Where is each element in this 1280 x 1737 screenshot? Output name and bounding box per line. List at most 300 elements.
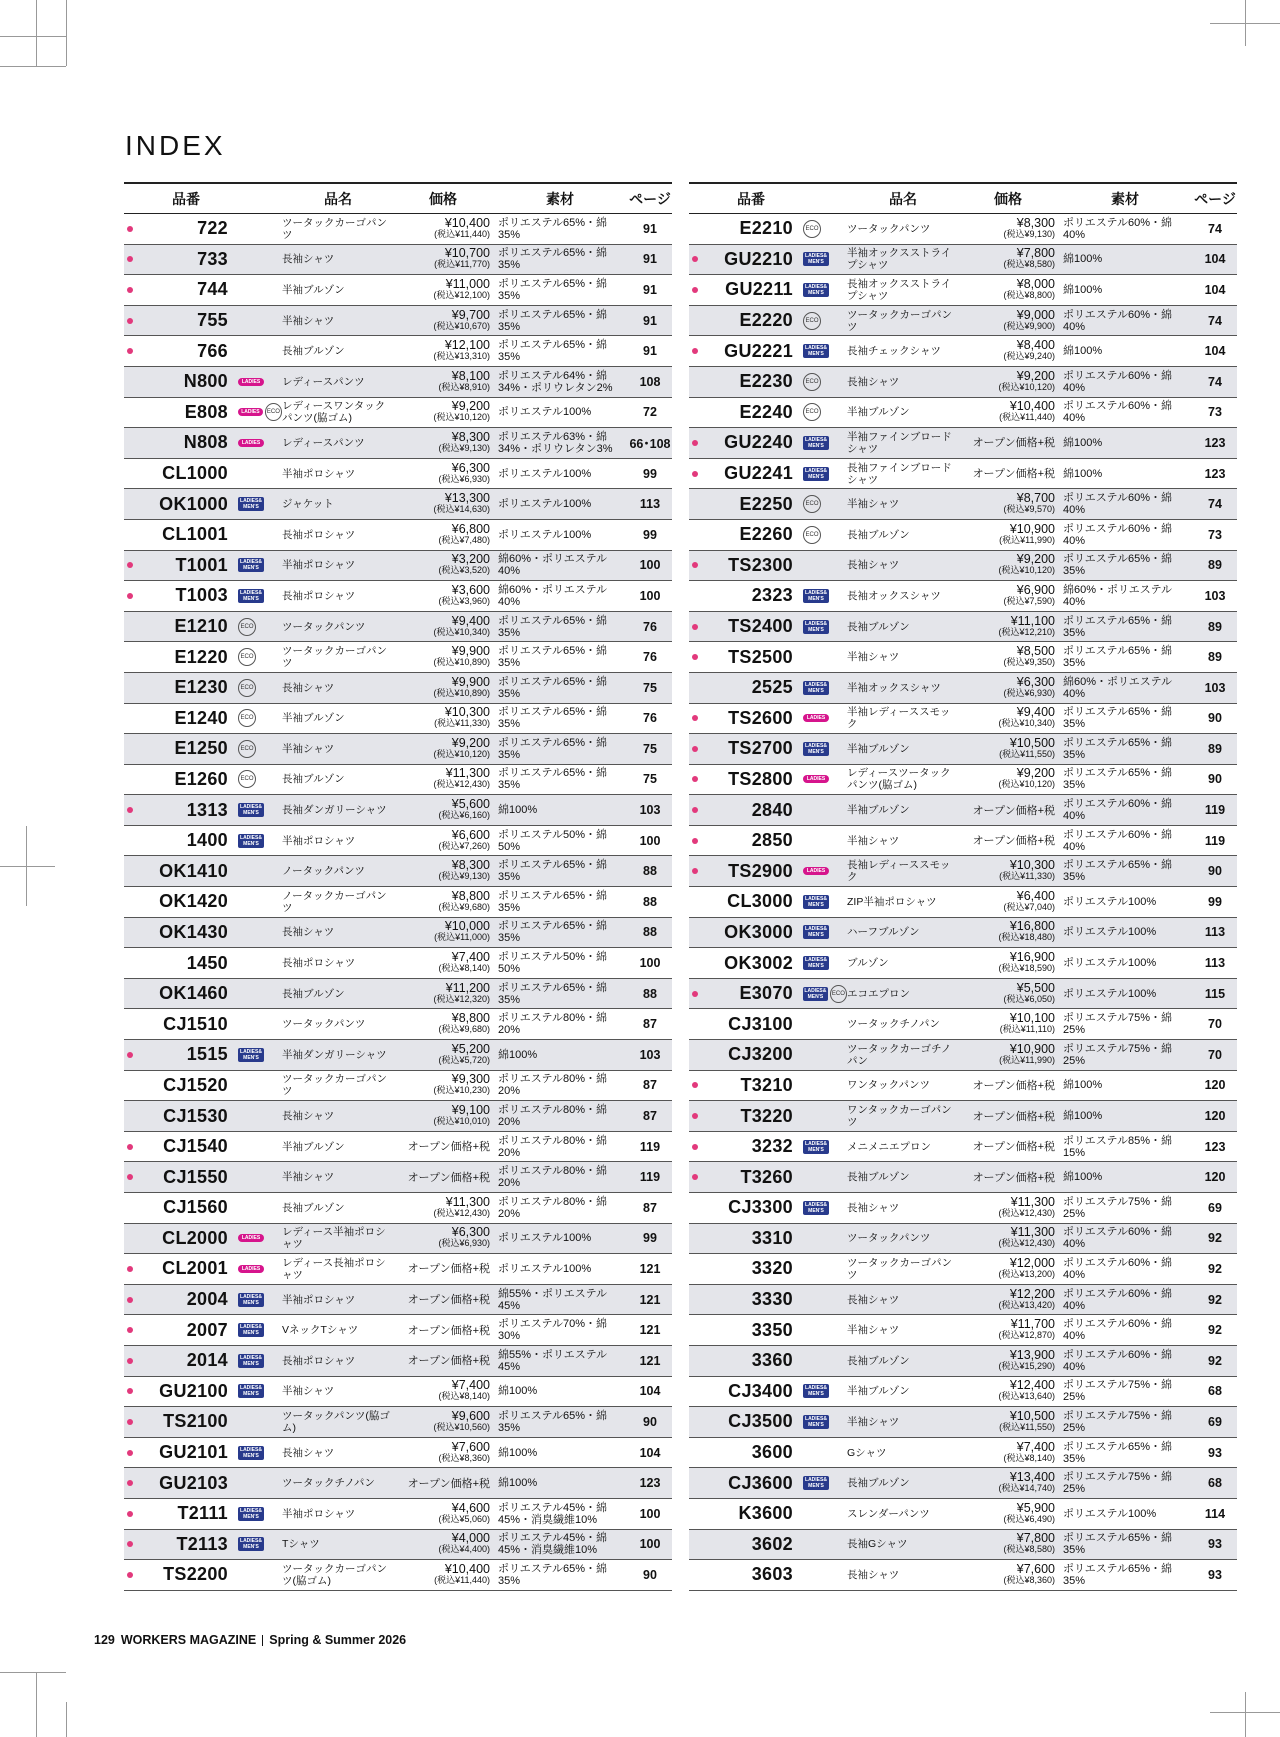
table-row[interactable]: [689, 428, 1237, 459]
price-with-tax: (税込¥8,800): [1003, 289, 1055, 300]
price-with-tax: (税込¥10,230): [433, 1085, 490, 1096]
table-row[interactable]: [689, 979, 1237, 1010]
eco-mark-icon: ECO: [803, 220, 821, 238]
table-row[interactable]: [124, 887, 672, 918]
new-marker-cell: [124, 918, 138, 948]
table-row[interactable]: [689, 551, 1237, 582]
new-marker-cell: [689, 398, 703, 428]
badge-cell: [230, 648, 282, 666]
eco-mark-icon: ECO: [238, 648, 256, 666]
table-row[interactable]: [689, 489, 1237, 520]
price-with-tax: (税込¥9,130): [438, 871, 490, 882]
table-row[interactable]: [124, 428, 672, 459]
badge-cell: [795, 714, 847, 722]
page-ref: 89: [1208, 619, 1222, 634]
new-marker-cell: [124, 1346, 138, 1376]
price-with-tax: (税込¥9,130): [438, 442, 490, 453]
table-row[interactable]: [689, 1071, 1237, 1102]
table-row[interactable]: [124, 1407, 672, 1438]
table-row[interactable]: [124, 306, 672, 337]
table-row[interactable]: [689, 1132, 1237, 1163]
price: ¥8,800: [451, 888, 490, 903]
badge-line: LADIES&: [805, 681, 827, 688]
table-row[interactable]: [689, 1040, 1237, 1071]
table-row[interactable]: [124, 1285, 672, 1316]
price-cell: [959, 921, 1057, 943]
table-row[interactable]: [124, 459, 672, 490]
product-name: ツータックパンツ: [282, 620, 366, 633]
price: ¥13,900: [1009, 1347, 1055, 1362]
ladies-mens-badge-icon: [238, 1537, 264, 1551]
table-row[interactable]: [689, 673, 1237, 704]
new-marker-cell: [124, 1193, 138, 1223]
badge-line: MEN'S: [243, 595, 259, 602]
page-ref: 123: [1204, 435, 1226, 450]
table-row[interactable]: [124, 1224, 672, 1255]
product-code: CJ1510: [163, 1013, 228, 1034]
product-name: ハーフブルゾン: [847, 926, 920, 939]
table-row[interactable]: [124, 1438, 672, 1469]
badge-line: MEN'S: [808, 1391, 824, 1398]
ladies-mens-badge-icon: [803, 1140, 829, 1154]
price: ¥10,100: [1009, 1011, 1055, 1026]
material: ポリエステル75%・綿25%: [1063, 1195, 1173, 1220]
table-row[interactable]: [124, 642, 672, 673]
material: ポリエステル60%・綿40%: [1063, 492, 1173, 517]
price: オープン価格+税: [407, 1141, 490, 1154]
table-row[interactable]: [124, 1346, 672, 1377]
table-row[interactable]: [124, 1193, 672, 1224]
page-ref: 99: [643, 527, 657, 542]
table-row[interactable]: [124, 1468, 672, 1499]
price-cell: [959, 1319, 1057, 1341]
price: オープン価格+税: [972, 1079, 1055, 1092]
table-row[interactable]: [689, 1468, 1237, 1499]
ladies-mens-badge-icon: [803, 895, 829, 909]
product-code: E2220: [739, 310, 793, 331]
price: ¥7,800: [1016, 1531, 1055, 1546]
table-row[interactable]: [124, 948, 672, 979]
table-row[interactable]: [689, 612, 1237, 643]
material: ポリエステル100%: [1063, 926, 1157, 939]
table-row[interactable]: [124, 1071, 672, 1102]
table-row[interactable]: [689, 704, 1237, 735]
table-row[interactable]: [689, 1530, 1237, 1561]
price: ¥4,600: [451, 1500, 490, 1515]
product-name: 長袖ブルゾン: [847, 1477, 910, 1490]
price-with-tax: (税込¥11,770): [434, 259, 490, 270]
price-with-tax: (税込¥9,900): [1003, 320, 1055, 331]
new-item-dot-icon: [692, 348, 698, 354]
table-row[interactable]: [124, 489, 672, 520]
product-code: GU2241: [724, 463, 793, 484]
badge-cell: [230, 1384, 282, 1398]
product-code: E3070: [739, 983, 793, 1004]
price-cell: [959, 1079, 1057, 1092]
badge-line: LADIES&: [805, 1140, 827, 1147]
page-ref: 92: [1208, 1231, 1222, 1246]
material: 綿100%: [1063, 283, 1103, 296]
table-row[interactable]: [689, 275, 1237, 306]
badge-line: LADIES&: [240, 589, 262, 596]
badge-line: MEN'S: [243, 1054, 259, 1061]
product-name: 長袖Gシャツ: [847, 1538, 908, 1551]
price: ¥5,900: [1016, 1500, 1055, 1515]
product-name: 長袖シャツ: [847, 1293, 900, 1306]
page-ref: 108: [639, 374, 661, 389]
table-row[interactable]: [689, 1193, 1237, 1224]
table-row[interactable]: [124, 275, 672, 306]
table-row[interactable]: [689, 1315, 1237, 1346]
material: ポリエステル65%・綿35%: [498, 706, 608, 731]
material: ポリエステル65%・綿35%: [498, 614, 608, 639]
price-with-tax: (税込¥13,310): [433, 351, 490, 362]
material: 綿100%: [498, 1477, 538, 1490]
material: 綿55%・ポリエステル45%: [498, 1287, 608, 1312]
price: ¥10,300: [444, 705, 490, 720]
badge-line: MEN'S: [243, 1513, 259, 1520]
badge-line: LADIES&: [240, 1385, 262, 1392]
badge-line: MEN'S: [808, 901, 824, 908]
material: ポリエステル60%・綿40%: [1063, 1226, 1173, 1251]
price: ¥10,400: [444, 1561, 490, 1576]
table-row[interactable]: [689, 1009, 1237, 1040]
table-row[interactable]: [689, 1346, 1237, 1377]
page-ref: 70: [1208, 1047, 1222, 1062]
table-row[interactable]: [689, 1162, 1237, 1193]
material: ポリエステル80%・綿20%: [498, 1195, 608, 1220]
table-row[interactable]: [124, 1315, 672, 1346]
table-row[interactable]: [124, 1530, 672, 1561]
page-ref: 91: [643, 252, 657, 267]
table-row[interactable]: [124, 1560, 672, 1591]
page-ref: 88: [643, 864, 657, 879]
badge-line: LADIES&: [240, 498, 262, 505]
new-marker-cell: [124, 887, 138, 917]
price-with-tax: (税込¥18,590): [998, 963, 1055, 974]
price-with-tax: (税込¥8,140): [438, 963, 490, 974]
table-row[interactable]: [124, 918, 672, 949]
table-row[interactable]: [124, 1132, 672, 1163]
table-row[interactable]: [124, 1377, 672, 1408]
product-name: 半袖シャツ: [282, 1385, 335, 1398]
product-code: TS2200: [163, 1564, 228, 1585]
table-row[interactable]: [689, 1224, 1237, 1255]
badge-line: MEN'S: [243, 1330, 259, 1337]
eco-mark-icon: ECO: [803, 373, 821, 391]
badge-line: MEN'S: [808, 1207, 824, 1214]
price-cell: [394, 215, 492, 240]
material: ポリエステル75%・綿25%: [1063, 1042, 1173, 1067]
new-marker-cell: [124, 1315, 138, 1345]
crop-mark: [0, 36, 66, 37]
new-marker-cell: [689, 918, 703, 948]
table-row[interactable]: [689, 856, 1237, 887]
page-title: INDEX: [125, 130, 226, 161]
price-cell: [959, 1561, 1057, 1586]
product-name: 半袖ブルゾン: [847, 406, 910, 419]
table-row[interactable]: [689, 918, 1237, 949]
product-code: 733: [197, 248, 228, 269]
table-row[interactable]: [689, 581, 1237, 612]
price-with-tax: (税込¥9,680): [438, 1024, 490, 1035]
product-name: 半袖ポロシャツ: [282, 559, 356, 572]
price: ¥7,400: [451, 950, 490, 965]
table-row[interactable]: [124, 1009, 672, 1040]
product-code: 2323: [751, 585, 793, 606]
price: ¥6,300: [451, 460, 490, 475]
table-row[interactable]: [689, 459, 1237, 490]
new-item-dot-icon: [692, 991, 698, 997]
table-row[interactable]: [689, 336, 1237, 367]
price: ¥10,700: [444, 246, 490, 261]
header-code: 品番: [172, 190, 200, 207]
ladies-mens-badge-icon: [238, 803, 264, 817]
price-with-tax: (税込¥10,120): [998, 565, 1055, 576]
product-name: メニメニエプロン: [847, 1140, 931, 1153]
badge-line: MEN'S: [808, 1421, 824, 1428]
page-ref: 89: [1208, 741, 1222, 756]
table-row[interactable]: [124, 612, 672, 643]
product-name: ツータックカーゴパンツ: [282, 645, 387, 670]
table-row[interactable]: [689, 1101, 1237, 1132]
new-item-dot-icon: [127, 593, 133, 599]
price-cell: [959, 1439, 1057, 1464]
table-row[interactable]: [689, 1560, 1237, 1591]
price-with-tax: (税込¥12,430): [998, 1207, 1055, 1218]
new-marker-cell: [689, 642, 703, 672]
table-row[interactable]: [124, 245, 672, 276]
badge-line: MEN'S: [808, 687, 824, 694]
eco-mark-icon: ECO: [803, 495, 821, 513]
badge-line: MEN'S: [243, 504, 259, 511]
table-row[interactable]: [124, 1040, 672, 1071]
new-marker-cell: [689, 1101, 703, 1131]
table-row[interactable]: [124, 826, 672, 857]
table-row[interactable]: [124, 979, 672, 1010]
table-row[interactable]: [689, 367, 1237, 398]
table-row[interactable]: [124, 1101, 672, 1132]
price-cell: [394, 1140, 492, 1153]
price-with-tax: (税込¥9,570): [1003, 504, 1055, 515]
price: オープン価格+税: [972, 437, 1055, 450]
page-ref: 88: [643, 986, 657, 1001]
table-row[interactable]: [689, 948, 1237, 979]
product-code: E1220: [174, 646, 228, 667]
new-marker-cell: [124, 1468, 138, 1498]
new-item-dot-icon: [127, 1480, 133, 1486]
new-marker-cell: [689, 1071, 703, 1101]
table-row[interactable]: [124, 856, 672, 887]
page-ref: 104: [1204, 252, 1226, 267]
new-item-dot-icon: [127, 1144, 133, 1150]
ladies-mens-badge-icon: [803, 620, 829, 634]
badge-line: MEN'S: [808, 259, 824, 266]
eco-mark-icon: ECO: [238, 679, 256, 697]
new-marker-cell: [689, 673, 703, 703]
product-name: ツータックパンツ(脇ゴム): [282, 1409, 390, 1434]
table-row[interactable]: [124, 1162, 672, 1193]
new-marker-cell: [689, 1377, 703, 1407]
price-cell: [394, 276, 492, 301]
table-row[interactable]: [689, 765, 1237, 796]
price: ¥5,200: [451, 1041, 490, 1056]
page-ref: 75: [643, 772, 657, 787]
table-row[interactable]: [124, 704, 672, 735]
table-row[interactable]: [124, 520, 672, 551]
badge-line: LADIES&: [805, 957, 827, 964]
material: 綿100%: [498, 1385, 538, 1398]
table-row[interactable]: [689, 306, 1237, 337]
price-with-tax: (税込¥6,160): [438, 810, 490, 821]
new-marker-cell: [689, 1346, 703, 1376]
table-row[interactable]: [124, 765, 672, 796]
table-row[interactable]: [124, 214, 672, 245]
page-ref: 100: [639, 558, 661, 573]
new-item-dot-icon: [127, 1327, 133, 1333]
badge-line: LADIES&: [240, 1293, 262, 1300]
price: ¥8,800: [451, 1011, 490, 1026]
table-row[interactable]: [689, 245, 1237, 276]
product-code: GU2100: [159, 1380, 228, 1401]
table-row[interactable]: [689, 1499, 1237, 1530]
table-row[interactable]: [124, 734, 672, 765]
price: ¥8,300: [451, 429, 490, 444]
price: オープン価格+税: [972, 1141, 1055, 1154]
product-code: 766: [197, 340, 228, 361]
badge-cell: [795, 742, 847, 756]
table-row[interactable]: [689, 826, 1237, 857]
table-row[interactable]: [689, 398, 1237, 429]
price-with-tax: (税込¥8,140): [1003, 1452, 1055, 1463]
material: ポリエステル75%・綿25%: [1063, 1471, 1173, 1496]
season-label: Spring & Summer 2026: [269, 1633, 407, 1647]
new-marker-cell: [124, 581, 138, 611]
price: ¥9,200: [1016, 552, 1055, 567]
price: ¥11,700: [1010, 1317, 1055, 1332]
price-with-tax: (税込¥12,870): [998, 1330, 1055, 1341]
table-row[interactable]: [689, 1254, 1237, 1285]
product-name: ツータックチノパン: [282, 1477, 375, 1490]
badge-cell: [795, 436, 847, 450]
badge-cell: [795, 620, 847, 634]
new-item-dot-icon: [692, 1144, 698, 1150]
page-ref: 70: [1208, 1017, 1222, 1032]
page-ref: 100: [639, 833, 661, 848]
table-row[interactable]: [124, 1254, 672, 1285]
table-row[interactable]: [124, 336, 672, 367]
badge-line: MEN'S: [808, 932, 824, 939]
table-row[interactable]: [689, 520, 1237, 551]
table-row[interactable]: [689, 642, 1237, 673]
table-row[interactable]: [689, 734, 1237, 765]
material: ポリエステル80%・綿20%: [498, 1165, 608, 1190]
page-ref: 74: [1208, 221, 1222, 236]
table-row[interactable]: [689, 1407, 1237, 1438]
new-item-dot-icon: [692, 807, 698, 813]
table-row[interactable]: [124, 795, 672, 826]
product-code: TS2500: [728, 646, 793, 667]
crop-mark: [0, 66, 66, 67]
table-row[interactable]: [689, 1377, 1237, 1408]
product-code: CJ3100: [728, 1013, 793, 1034]
table-row[interactable]: [124, 398, 672, 429]
page-ref: 120: [1204, 1078, 1226, 1093]
new-item-dot-icon: [692, 746, 698, 752]
product-code: 1313: [186, 799, 228, 820]
product-code: OK3000: [724, 921, 793, 942]
product-name: 半袖オックスシャツ: [847, 681, 941, 694]
material: ポリエステル65%・綿35%: [498, 339, 608, 364]
table-row[interactable]: [689, 887, 1237, 918]
table-row[interactable]: [124, 673, 672, 704]
table-row[interactable]: [124, 551, 672, 582]
price: ¥13,300: [444, 491, 490, 506]
table-row[interactable]: [124, 367, 672, 398]
page-ref: 76: [643, 619, 657, 634]
product-name: 長袖シャツ: [282, 681, 335, 694]
page-ref: 119: [1204, 833, 1226, 848]
new-marker-cell: [124, 306, 138, 336]
table-row[interactable]: [124, 1499, 672, 1530]
price-cell: [959, 276, 1057, 301]
price: オープン価格+税: [407, 1477, 490, 1490]
badge-line: MEN'S: [808, 748, 824, 755]
price: ¥9,900: [451, 644, 490, 659]
ladies-badge-icon: LADIES: [803, 714, 829, 722]
material: 綿100%: [1063, 1110, 1103, 1123]
material: 綿100%: [498, 1446, 538, 1459]
page-ref: 123: [639, 1476, 661, 1491]
price: ¥8,300: [451, 858, 490, 873]
price: ¥7,600: [451, 1439, 490, 1454]
price-cell: [959, 1408, 1057, 1433]
new-item-dot-icon: [692, 562, 698, 568]
product-name: 長袖ファインブロードシャツ: [847, 461, 952, 486]
price: ¥9,400: [451, 613, 490, 628]
material: ポリエステル100%: [498, 467, 592, 480]
material: ポリエステル100%: [1063, 987, 1157, 1000]
table-row[interactable]: [689, 1285, 1237, 1316]
eco-mark-icon: ECO: [238, 618, 256, 636]
badge-cell: [795, 895, 847, 909]
price-cell: [394, 860, 492, 882]
product-name: 長袖ブルゾン: [282, 773, 345, 786]
product-code: T2111: [177, 1503, 228, 1524]
page-ref: 93: [1208, 1537, 1222, 1552]
material: ポリエステル64%・綿34%・ポリウレタン2%: [498, 369, 613, 394]
new-marker-cell: [689, 1285, 703, 1315]
crop-mark: [66, 1702, 67, 1737]
product-code: 3232: [751, 1136, 793, 1157]
product-code: OK1410: [159, 860, 228, 881]
table-row[interactable]: [689, 1438, 1237, 1469]
new-marker-cell: [124, 704, 138, 734]
price-cell: [959, 436, 1057, 449]
table-row[interactable]: [689, 214, 1237, 245]
product-code: GU2210: [724, 248, 793, 269]
new-item-dot-icon: [127, 1297, 133, 1303]
page-ref: 87: [643, 1017, 657, 1032]
product-name: 長袖ポロシャツ: [282, 1354, 356, 1367]
price-with-tax: (税込¥10,010): [433, 1116, 490, 1127]
price-with-tax: (税込¥10,340): [433, 626, 490, 637]
material: ポリエステル60%・綿40%: [1063, 1348, 1173, 1373]
table-row[interactable]: [124, 581, 672, 612]
price-cell: [394, 827, 492, 852]
price-with-tax: (税込¥12,430): [998, 1238, 1055, 1249]
table-row[interactable]: [689, 795, 1237, 826]
